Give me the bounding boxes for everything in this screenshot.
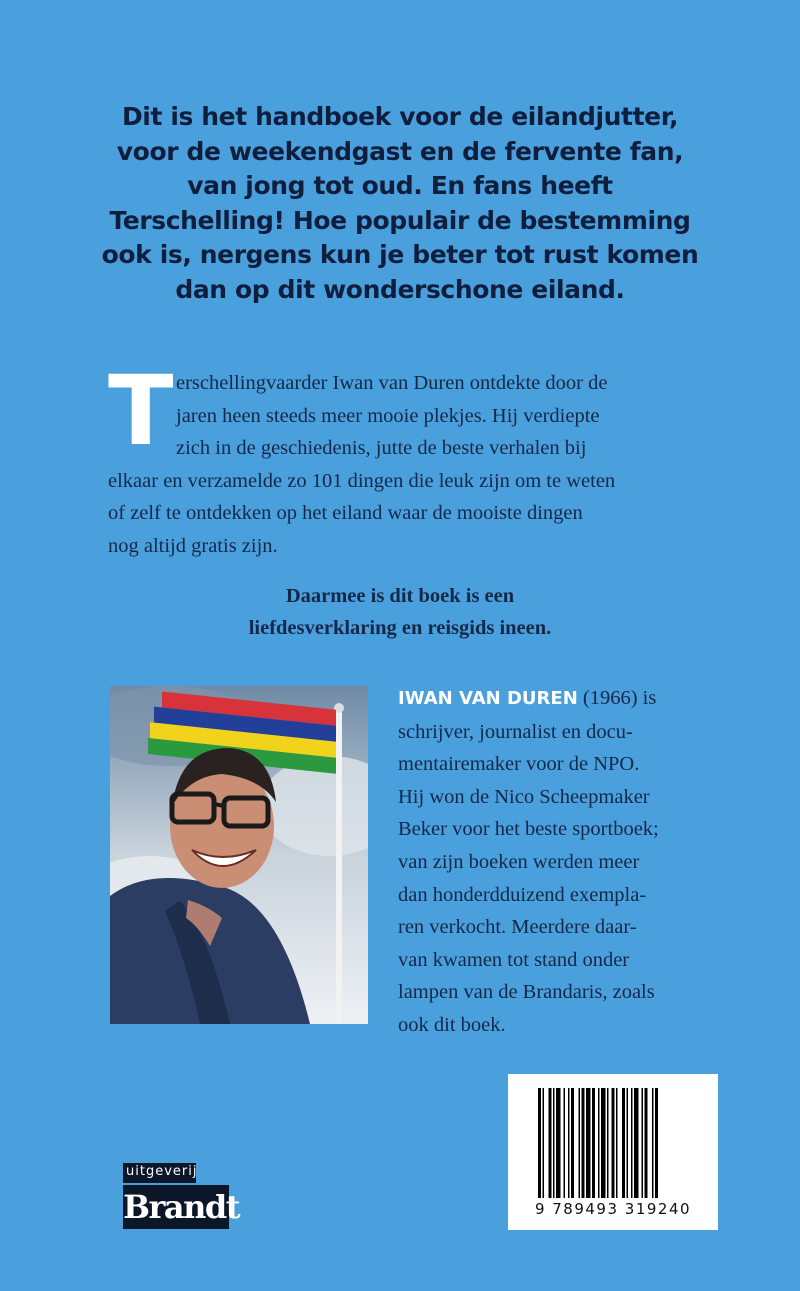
bio-line: mentairemaker voor de NPO. bbox=[398, 753, 640, 776]
barcode-bar bbox=[655, 1088, 658, 1198]
publisher-logo bbox=[123, 1163, 240, 1229]
intro-line: elkaar en verzamelde zo 101 dingen die leuk zijn om te weten bbox=[108, 469, 616, 492]
publisher-logo-name: Brandt bbox=[123, 1185, 229, 1229]
bio-line: Beker voor het beste sportboek; bbox=[398, 818, 659, 841]
barcode-bar bbox=[612, 1088, 615, 1198]
intro-paragraph bbox=[108, 355, 708, 562]
barcode-bar bbox=[564, 1088, 566, 1198]
highlight-line: Daarmee is dit boek is een bbox=[285, 585, 515, 607]
publisher-logo-small: uitgeverij bbox=[123, 1163, 196, 1183]
bio-line: ook dit boek. bbox=[398, 1013, 506, 1036]
barcode-bars bbox=[538, 1088, 688, 1198]
bio-line: van kwamen tot stand onder bbox=[398, 948, 630, 971]
barcode-bar bbox=[586, 1088, 591, 1198]
intro-line: nog altijd gratis zijn. bbox=[108, 534, 278, 557]
barcode-bar bbox=[645, 1088, 648, 1198]
barcode-bar bbox=[568, 1088, 570, 1198]
barcode-bar bbox=[556, 1088, 561, 1198]
headline bbox=[90, 100, 710, 307]
headline-line: ook is, nergens kun je beter tot rust komen bbox=[101, 240, 699, 269]
highlight-statement bbox=[100, 580, 700, 644]
barcode-bar bbox=[553, 1088, 555, 1198]
author-photo-image bbox=[110, 686, 368, 1024]
headline-line: Dit is het handboek voor de eilandjutter, bbox=[121, 102, 679, 131]
barcode bbox=[508, 1074, 718, 1230]
author-bio bbox=[398, 682, 718, 1042]
isbn-number: 9 789493 319240 bbox=[534, 1200, 692, 1218]
barcode-bar bbox=[607, 1088, 609, 1198]
barcode-bar bbox=[631, 1088, 633, 1198]
bio-first-line bbox=[398, 682, 718, 716]
author-photo bbox=[110, 686, 368, 1024]
barcode-bar bbox=[634, 1088, 639, 1198]
author-name: IWAN VAN DUREN bbox=[398, 688, 578, 709]
bio-line: ren verkocht. Meerdere daar- bbox=[398, 916, 637, 939]
barcode-bar bbox=[627, 1088, 629, 1198]
headline-line: voor de weekendgast en de fervente fan, bbox=[116, 136, 684, 166]
intro-line: zich in de geschiedenis, jutte de beste verhalen bij bbox=[176, 437, 587, 459]
barcode-bar bbox=[598, 1088, 600, 1198]
headline-line: Terschelling! Hoe populair de bestemming bbox=[109, 205, 691, 235]
intro-dropcap: T bbox=[108, 355, 174, 467]
highlight-line: liefdesverklaring en reisgids ineen. bbox=[248, 617, 552, 639]
bio-line: Hij won de Nico Scheepmaker bbox=[398, 785, 650, 808]
bio-line: lampen van de Brandaris, zoals bbox=[398, 981, 655, 1004]
barcode-bar bbox=[642, 1088, 644, 1198]
barcode-bar bbox=[549, 1088, 552, 1198]
author-birth-year: (1966) is bbox=[577, 687, 657, 709]
intro-line: jaren heen steeds meer mooie plekjes. Hij verdiepte bbox=[176, 404, 600, 427]
intro-line: of zelf te ontdekken op het eiland waar de mooiste dingen bbox=[108, 502, 583, 524]
barcode-bar bbox=[571, 1088, 574, 1198]
barcode-bar bbox=[538, 1088, 541, 1198]
barcode-bar bbox=[622, 1088, 625, 1198]
headline-line: van jong tot oud. En fans heeft bbox=[187, 171, 613, 200]
bio-line: dan honderdduizend exempla- bbox=[398, 883, 647, 906]
barcode-bar bbox=[616, 1088, 618, 1198]
headline-line: dan op dit wonderschone eiland. bbox=[175, 274, 625, 304]
bio-line: schrijver, journalist en docu- bbox=[398, 720, 633, 743]
barcode-bar bbox=[579, 1088, 581, 1198]
barcode-bar bbox=[543, 1088, 545, 1198]
intro-line: erschellingvaarder Iwan van Duren ontdekte door de bbox=[176, 372, 608, 394]
barcode-bar bbox=[592, 1088, 595, 1198]
barcode-bar bbox=[601, 1088, 606, 1198]
bio-line: van zijn boeken werden meer bbox=[398, 850, 640, 873]
barcode-bar bbox=[652, 1088, 654, 1198]
barcode-bar bbox=[582, 1088, 585, 1198]
